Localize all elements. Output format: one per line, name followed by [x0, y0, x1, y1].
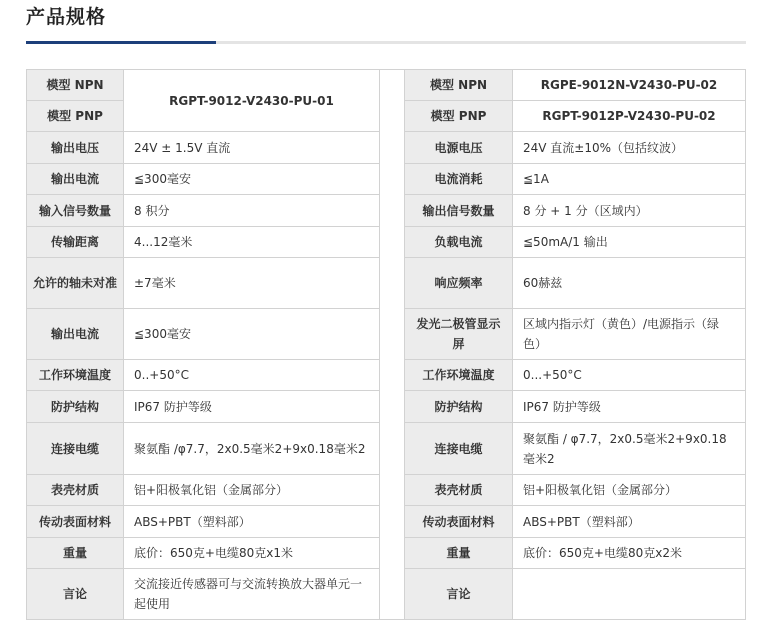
column-gap	[380, 195, 405, 227]
spec-value-left: 4...12毫米	[124, 227, 380, 258]
spec-value-right: 铝+阳极氧化铝（金属部分）	[513, 475, 746, 506]
table-row	[27, 195, 746, 227]
model-npn-label-left: 模型 NPN	[27, 70, 124, 101]
spec-label-right: 负载电流	[405, 227, 513, 258]
column-gap	[380, 423, 405, 475]
spec-value-left: 聚氨酯 /φ7.7，2x0.5毫米2+9x0.18毫米2	[124, 423, 380, 475]
spec-label-left: 重量	[27, 538, 124, 569]
spec-value-right: 底价：650克+电缆80克x2米	[513, 538, 746, 569]
spec-label-right: 重量	[405, 538, 513, 569]
spec-value-left: 底价：650克+电缆80克x1米	[124, 538, 380, 569]
spec-label-left: 言论	[27, 569, 124, 620]
model-pnp-label-right: 模型 PNP	[405, 101, 513, 132]
spec-value-right: 0...+50°C	[513, 360, 746, 391]
spec-label-left: 允许的轴未对准	[27, 258, 124, 309]
table-row	[27, 164, 746, 195]
spec-value-left: IP67 防护等级	[124, 391, 380, 423]
spec-label-left: 输出电流	[27, 309, 124, 360]
page-title: 产品规格	[26, 6, 107, 28]
spec-label-left: 传输距离	[27, 227, 124, 258]
table-row	[27, 360, 746, 391]
spec-label-right: 言论	[405, 569, 513, 620]
spec-label-right: 表壳材质	[405, 475, 513, 506]
table-row	[27, 475, 746, 506]
spec-value-right: 8 分 + 1 分（区域内）	[513, 195, 746, 227]
spec-value-left: 0..+50°C	[124, 360, 380, 391]
column-gap	[380, 309, 405, 360]
spec-label-left: 工作环境温度	[27, 360, 124, 391]
model-pnp-value-right: RGPT-9012P-V2430-PU-02	[513, 101, 746, 132]
spec-label-left: 连接电缆	[27, 423, 124, 475]
column-gap	[380, 475, 405, 506]
spec-value-right: 聚氨酯 / φ7.7，2x0.5毫米2+9x0.18毫米2	[513, 423, 746, 475]
column-gap	[380, 227, 405, 258]
table-row	[27, 258, 746, 309]
spec-label-left: 防护结构	[27, 391, 124, 423]
column-gap	[380, 538, 405, 569]
spec-label-left: 输入信号数量	[27, 195, 124, 227]
spec-value-right: ≦1A	[513, 164, 746, 195]
spec-label-right: 电流消耗	[405, 164, 513, 195]
spec-value-left: ≦300毫安	[124, 164, 380, 195]
table-row	[27, 506, 746, 538]
spec-label-right: 发光二极管显示屏	[405, 309, 513, 360]
spec-value-left: 铝+阳极氧化铝（金属部分）	[124, 475, 380, 506]
spec-label-right: 防护结构	[405, 391, 513, 423]
spec-label-left: 输出电流	[27, 164, 124, 195]
column-gap	[380, 258, 405, 309]
spec-label-right: 输出信号数量	[405, 195, 513, 227]
spec-label-right: 电源电压	[405, 132, 513, 164]
table-row	[27, 309, 746, 360]
column-gap	[380, 70, 405, 132]
spec-value-right: 24V 直流±10%（包括纹波）	[513, 132, 746, 164]
model-npn-value-right: RGPE-9012N-V2430-PU-02	[513, 70, 746, 101]
table-row-model-npn	[27, 70, 746, 101]
spec-value-left: 8 积分	[124, 195, 380, 227]
spec-value-left: 24V ± 1.5V 直流	[124, 132, 380, 164]
table-row	[27, 391, 746, 423]
spec-value-right: 区域内指示灯（黄色）/电源指示（绿色）	[513, 309, 746, 360]
model-value-left: RGPT-9012-V2430-PU-01	[124, 70, 380, 132]
spec-value-right	[513, 569, 746, 620]
spec-value-left: ≦300毫安	[124, 309, 380, 360]
spec-value-right: 60赫兹	[513, 258, 746, 309]
spec-label-left: 输出电压	[27, 132, 124, 164]
column-gap	[380, 506, 405, 538]
model-npn-label-right: 模型 NPN	[405, 70, 513, 101]
model-pnp-label-left: 模型 PNP	[27, 101, 124, 132]
table-row	[27, 132, 746, 164]
spec-value-right: ≦50mA/1 输出	[513, 227, 746, 258]
spec-label-right: 传动表面材料	[405, 506, 513, 538]
spec-value-right: ABS+PBT（塑料部）	[513, 506, 746, 538]
table-row	[27, 423, 746, 475]
column-gap	[380, 164, 405, 195]
column-gap	[380, 360, 405, 391]
title-divider	[26, 41, 746, 44]
spec-value-left: ±7毫米	[124, 258, 380, 309]
column-gap	[380, 391, 405, 423]
spec-value-left: 交流接近传感器可与交流转换放大器单元一起使用	[124, 569, 380, 620]
spec-label-right: 响应频率	[405, 258, 513, 309]
spec-label-left: 表壳材质	[27, 475, 124, 506]
column-gap	[380, 132, 405, 164]
title-divider-accent	[26, 41, 216, 44]
table-row	[27, 227, 746, 258]
column-gap	[380, 569, 405, 620]
spec-label-right: 连接电缆	[405, 423, 513, 475]
spec-value-right: IP67 防护等级	[513, 391, 746, 423]
spec-label-right: 工作环境温度	[405, 360, 513, 391]
table-row	[27, 538, 746, 569]
spec-value-left: ABS+PBT（塑料部）	[124, 506, 380, 538]
spec-table	[26, 69, 746, 620]
table-row	[27, 569, 746, 620]
spec-label-left: 传动表面材料	[27, 506, 124, 538]
